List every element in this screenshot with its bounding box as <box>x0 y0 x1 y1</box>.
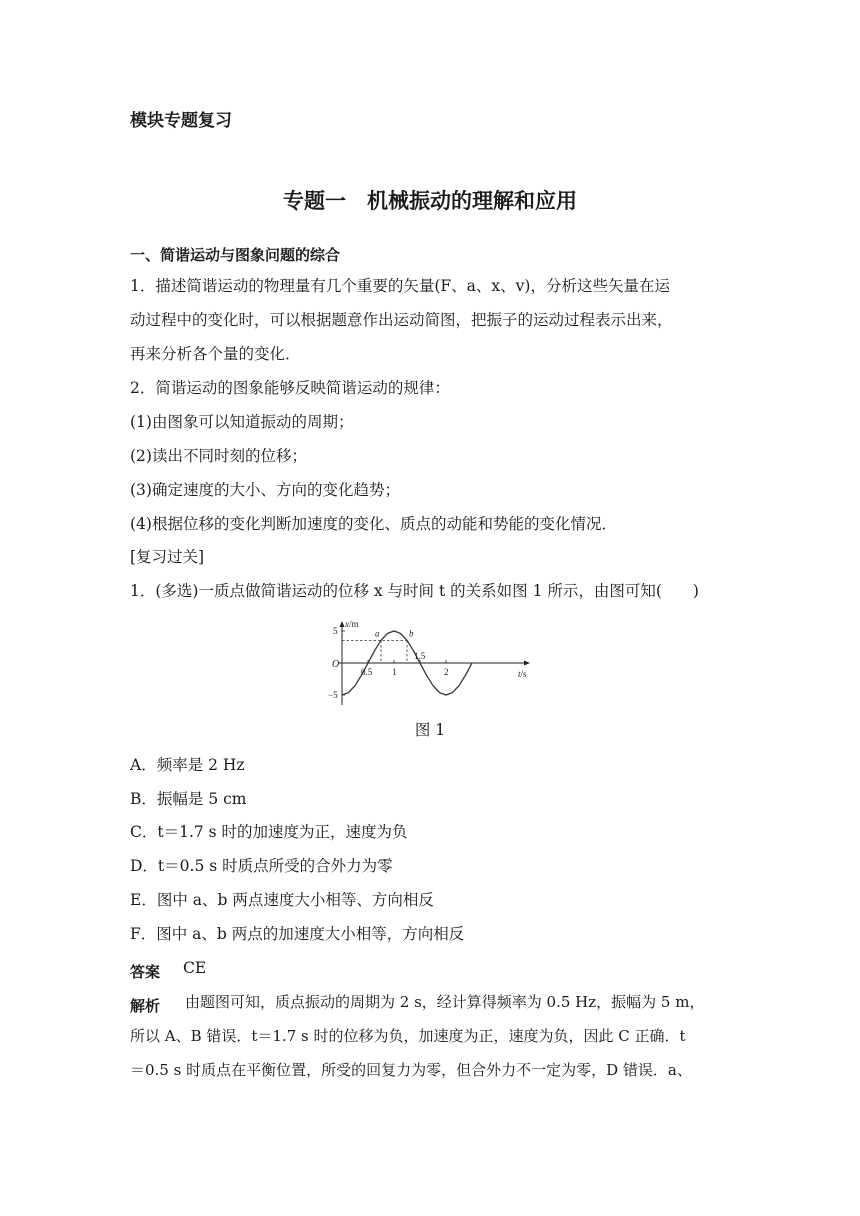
option-e: E．图中 a、b 两点速度大小相等、方向相反 <box>130 891 434 909</box>
analysis-line: 由题图可知，质点振动的周期为 2 s，经计算得频率为 0.5 Hz，振幅为 5 m， <box>185 993 705 1011</box>
option-c: C．t＝1.7 s 时的加速度为正，速度为负 <box>130 823 408 841</box>
x-axis-arrow <box>524 661 530 666</box>
chart-axes <box>338 621 530 705</box>
point-label-b: b <box>409 628 414 639</box>
displacement-time-chart <box>326 617 534 709</box>
x-tick-label: 2 <box>444 667 449 677</box>
paragraph-line: 2．简谐运动的图象能够反映简谐运动的规律： <box>130 379 450 397</box>
paragraph-line: 动过程中的变化时，可以根据题意作出运动简图，把振子的运动过程表示出来， <box>130 311 673 329</box>
option-d: D．t＝0.5 s 时质点所受的合外力为零 <box>130 857 393 875</box>
list-item: (1)由图象可以知道振动的周期； <box>130 413 354 431</box>
section-heading: 一、简谐运动与图象问题的综合 <box>130 246 341 264</box>
option-a: A．频率是 2 Hz <box>130 756 245 774</box>
point-label-a: a <box>375 628 380 639</box>
answer-label: 答案 <box>130 963 161 981</box>
y-axis-label: x/m <box>345 619 359 629</box>
analysis-line: ＝0.5 s 时质点在平衡位置，所受的回复力为零，但合外力不一定为零，D 错误．a、 <box>130 1061 692 1079</box>
analysis-label: 解析 <box>130 997 161 1015</box>
review-label: [复习过关] <box>130 548 205 566</box>
page-title: 专题一 机械振动的理解和应用 <box>283 189 577 213</box>
y-tick-label: 5 <box>333 626 338 636</box>
origin-label: O <box>332 659 340 670</box>
chart-labels <box>328 619 527 700</box>
x-axis-label: t/s <box>518 669 527 679</box>
list-item: (4)根据位移的变化判断加速度的变化、质点的动能和势能的变化情况． <box>130 515 617 533</box>
analysis-line: 所以 A、B 错误．t＝1.7 s 时的位移为负，加速度为正，速度为负，因此 C 正确．t <box>130 1027 686 1045</box>
y-tick-label: −5 <box>328 690 338 700</box>
option-b: B．振幅是 5 cm <box>130 790 247 808</box>
x-tick-label: 1.5 <box>414 651 426 661</box>
paragraph-line: 1．描述简谐运动的物理量有几个重要的矢量(F、a、x、v)，分析这些矢量在运 <box>130 277 670 295</box>
list-item: (2)读出不同时刻的位移； <box>130 447 307 465</box>
paragraph-line: 再来分析各个量的变化． <box>130 345 301 363</box>
section-title: 模块专题复习 <box>130 111 232 131</box>
answer-value: CE <box>183 959 207 977</box>
option-f: F．图中 a、b 两点的加速度大小相等，方向相反 <box>130 925 465 943</box>
x-tick-label: 0.5 <box>361 667 373 677</box>
y-axis-arrow <box>340 621 345 627</box>
list-item: (3)确定速度的大小、方向的变化趋势； <box>130 481 400 499</box>
figure-caption: 图 1 <box>414 721 446 739</box>
x-tick-label: 1 <box>392 667 397 677</box>
question-text: 1．(多选)一质点做简谐运动的位移 x 与时间 t 的关系如图 1 所示，由图可知( ) <box>130 582 699 600</box>
